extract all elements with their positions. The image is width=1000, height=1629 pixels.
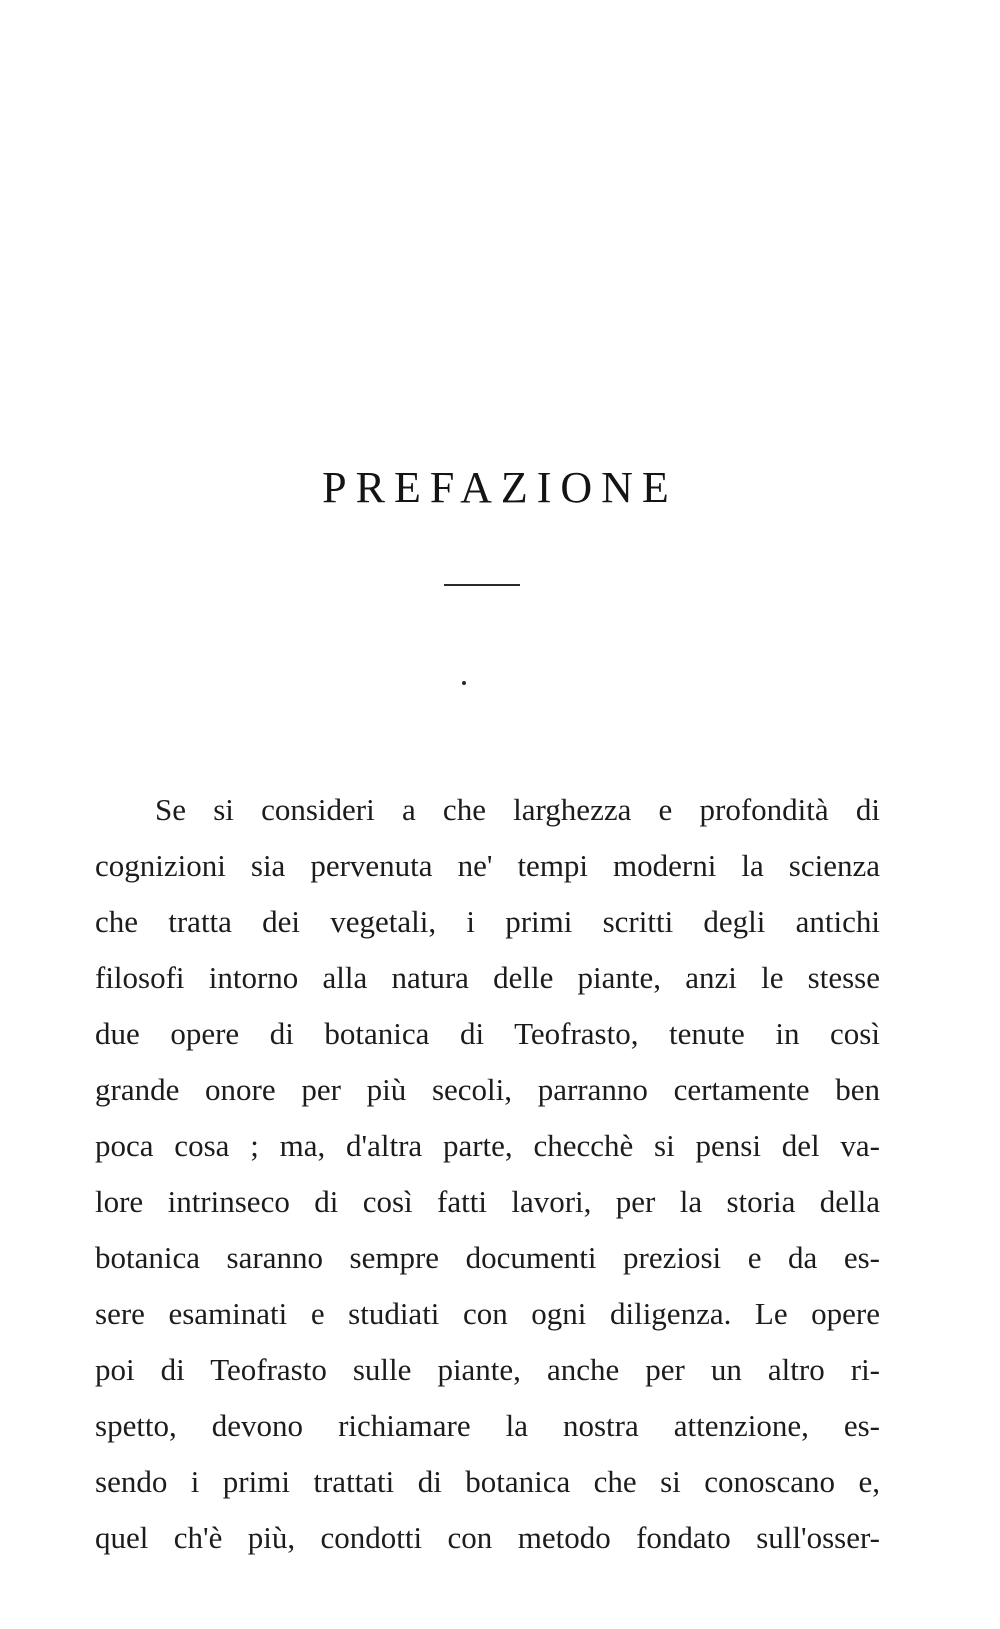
text-line: sendo i primi trattati di botanica che si conoscano e, — [95, 1464, 880, 1499]
text-line: poi di Teofrasto sulle piante, anche per un altro ri- — [95, 1352, 880, 1387]
text-line: cognizioni sia pervenuta ne' tempi moderni la scienza — [95, 848, 880, 883]
page-title: PREFAZIONE — [322, 463, 678, 512]
text-line: spetto, devono richiamare la nostra attenzione, es- — [95, 1408, 880, 1443]
text-line: due opere di botanica di Teofrasto, tenute in così — [95, 1016, 880, 1051]
text-line: filosofi intorno alla natura delle piante, anzi le stesse — [95, 960, 880, 995]
text-line: grande onore per più secoli, parranno certamente ben — [95, 1072, 880, 1107]
text-line: Se si consideri a che larghezza e profondità di — [155, 792, 880, 827]
text-line: botanica saranno sempre documenti preziosi e da es- — [95, 1240, 880, 1275]
text-line: poca cosa ; ma, d'altra parte, checchè si pensi del va- — [95, 1128, 880, 1163]
preface-paragraph — [95, 782, 880, 1566]
ornament-dot — [462, 681, 466, 685]
text-line: che tratta dei vegetali, i primi scritti degli antichi — [95, 904, 880, 939]
text-line: sere esaminati e studiati con ogni diligenza. Le opere — [95, 1296, 880, 1331]
title-divider — [444, 584, 520, 586]
text-line: quel ch'è più, condotti con metodo fondato sull'osser- — [95, 1520, 880, 1555]
text-line: lore intrinseco di così fatti lavori, per la storia della — [95, 1184, 880, 1219]
